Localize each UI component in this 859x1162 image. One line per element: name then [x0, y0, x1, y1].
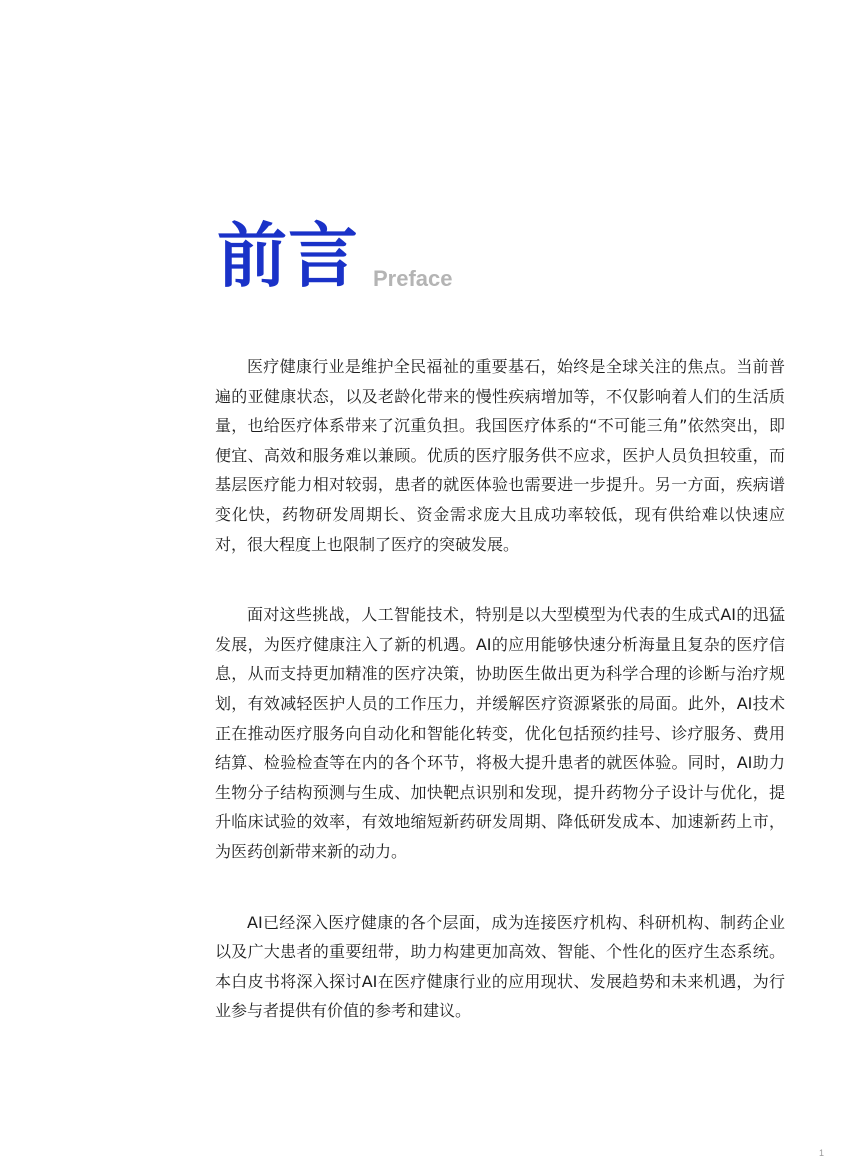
- page-number: 1: [819, 1148, 825, 1158]
- body-text: [215, 352, 785, 1067]
- page-subtitle: Preface: [373, 266, 453, 291]
- paragraph-3: AI已经深入医疗健康的各个层面，成为连接医疗机构、科研机构、制药企业以及广大患者的重要纽带，助力构建更加高效、智能、个性化的医疗生态系统。本白皮书将深入探讨AI在医疗健康行业的应用现状、发展趋势和未来机遇，为行业参与者提供有价值的参考和建议。: [215, 912, 785, 1021]
- paragraph-1: 医疗健康行业是维护全民福祉的重要基石，始终是全球关注的焦点。当前普遍的亚健康状态，以及老龄化带来的慢性疾病增加等，不仅影响着人们的生活质量，也给医疗体系带来了沉重负担。我国医疗体系的“不可能三角”依然突出，即便宜、高效和服务难以兼顾。优质的医疗服务供不应求，医护人员负担较重，而基层医疗能力相对较弱，患者的就医体验也需要进一步提升。另一方面，疾病谱变化快，药物研发周期长、资金需求庞大且成功率较低，现有供给难以快速应对，很大程度上也限制了医疗的突破发展。: [215, 357, 785, 554]
- page-title: 前言: [217, 215, 359, 297]
- paragraph-2: 面对这些挑战，人工智能技术，特别是以大型模型为代表的生成式AI的迅猛发展，为医疗健康注入了新的机遇。AI的应用能够快速分析海量且复杂的医疗信息，从而支持更加精准的医疗决策，协助医生做出更为科学合理的诊断与治疗规划，有效减轻医护人员的工作压力，并缓解医疗资源紧张的局面。此外，AI技术正在推动医疗服务向自动化和智能化转变，优化包括预约挂号、诊疗服务、费用结算、检验检查等在内的各个环节，将极大提升患者的就医体验。同时，AI助力生物分子结构预测与生成、加快靶点识别和发现，提升药物分子设计与优化，提升临床试验的效率，有效地缩短新药研发周期、降低研发成本、加速新药上市，为医药创新带来新的动力。: [215, 605, 785, 861]
- page-heading: [217, 216, 453, 296]
